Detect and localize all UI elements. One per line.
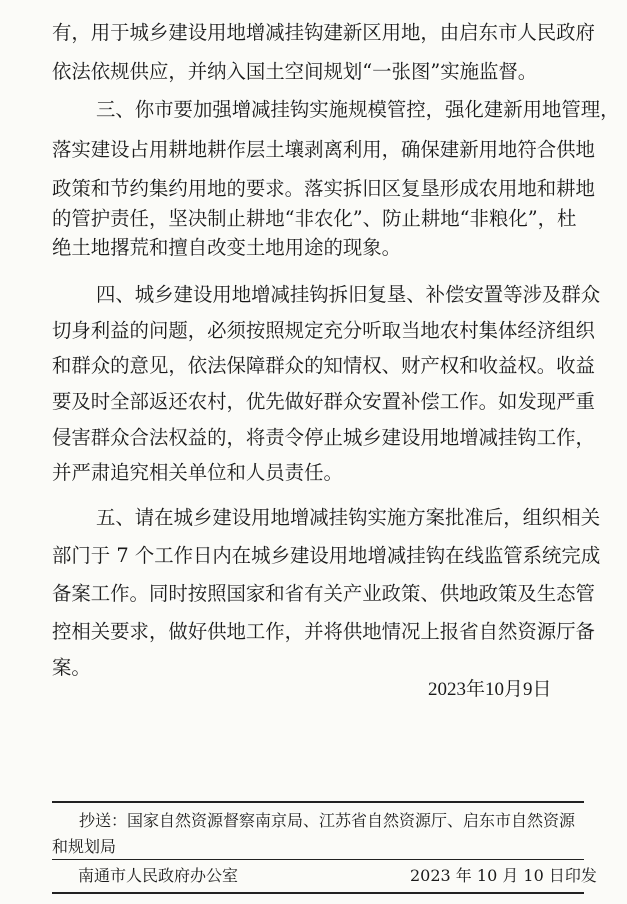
- body-line: 并严肃追究相关单位和人员责任。: [52, 461, 343, 484]
- print-date: 2023 年 10 月 10 日印发: [410, 866, 597, 885]
- body-line: 政策和节约集约用地的要求。落实拆旧区复垦形成农用地和耕地: [52, 177, 595, 200]
- footer-bottom-rule: [52, 892, 584, 894]
- body-line: 落实建设占用耕地耕作层土壤剥离利用，确保建新用地符合供地: [52, 138, 595, 161]
- footer-middle-rule: [52, 859, 584, 860]
- body-line: 绝土地撂荒和擅自改变土地用途的现象。: [52, 236, 402, 259]
- issuer-name: 南通市人民政府办公室: [78, 866, 239, 885]
- section-four-start: 四、城乡建设用地增减挂钩拆旧复垦、补偿安置等涉及群众: [96, 283, 601, 306]
- body-line: 要及时全部返还农村，优先做好群众安置补偿工作。如发现严重: [52, 390, 595, 413]
- body-line: 案。: [52, 656, 91, 679]
- section-three-start: 三、你市要加强增减挂钩实施规模管控，强化建新用地管理，: [96, 98, 620, 121]
- body-line: 备案工作。同时按照国家和省有关产业政策、供地政策及生态管: [52, 582, 595, 605]
- body-line: 的管护责任，坚决制止耕地“非农化”、防止耕地“非粮化”，杜: [52, 207, 577, 230]
- signature-date: 2023年10月9日: [428, 679, 552, 700]
- body-line: 侵害群众合法权益的，将责令停止城乡建设用地增减挂钩工作，: [52, 426, 595, 449]
- body-line: 依法依规供应，并纳入国土空间规划“一张图”实施监督。: [52, 60, 538, 83]
- body-line: 切身利益的问题，必须按照规定充分听取当地农村集体经济组织: [52, 319, 595, 342]
- body-line: 部门于 7 个工作日内在城乡建设用地增减挂钩在线监管系统完成: [52, 544, 601, 567]
- section-five-start: 五、请在城乡建设用地增减挂钩实施方案批准后，组织相关: [96, 506, 601, 529]
- body-line: 和群众的意见，依法保障群众的知情权、财产权和收益权。收益: [52, 354, 595, 377]
- footer-top-rule: [52, 801, 584, 803]
- body-line: 控相关要求，做好供地工作，并将供地情况上报省自然资源厅备: [52, 620, 595, 643]
- cc-line-1: 抄送：国家自然资源督察南京局、江苏省自然资源厅、启东市自然资源: [79, 811, 576, 830]
- cc-line-2: 和规划局: [52, 837, 117, 856]
- body-line: 有，用于城乡建设用地增减挂钩建新区用地，由启东市人民政府: [52, 21, 595, 44]
